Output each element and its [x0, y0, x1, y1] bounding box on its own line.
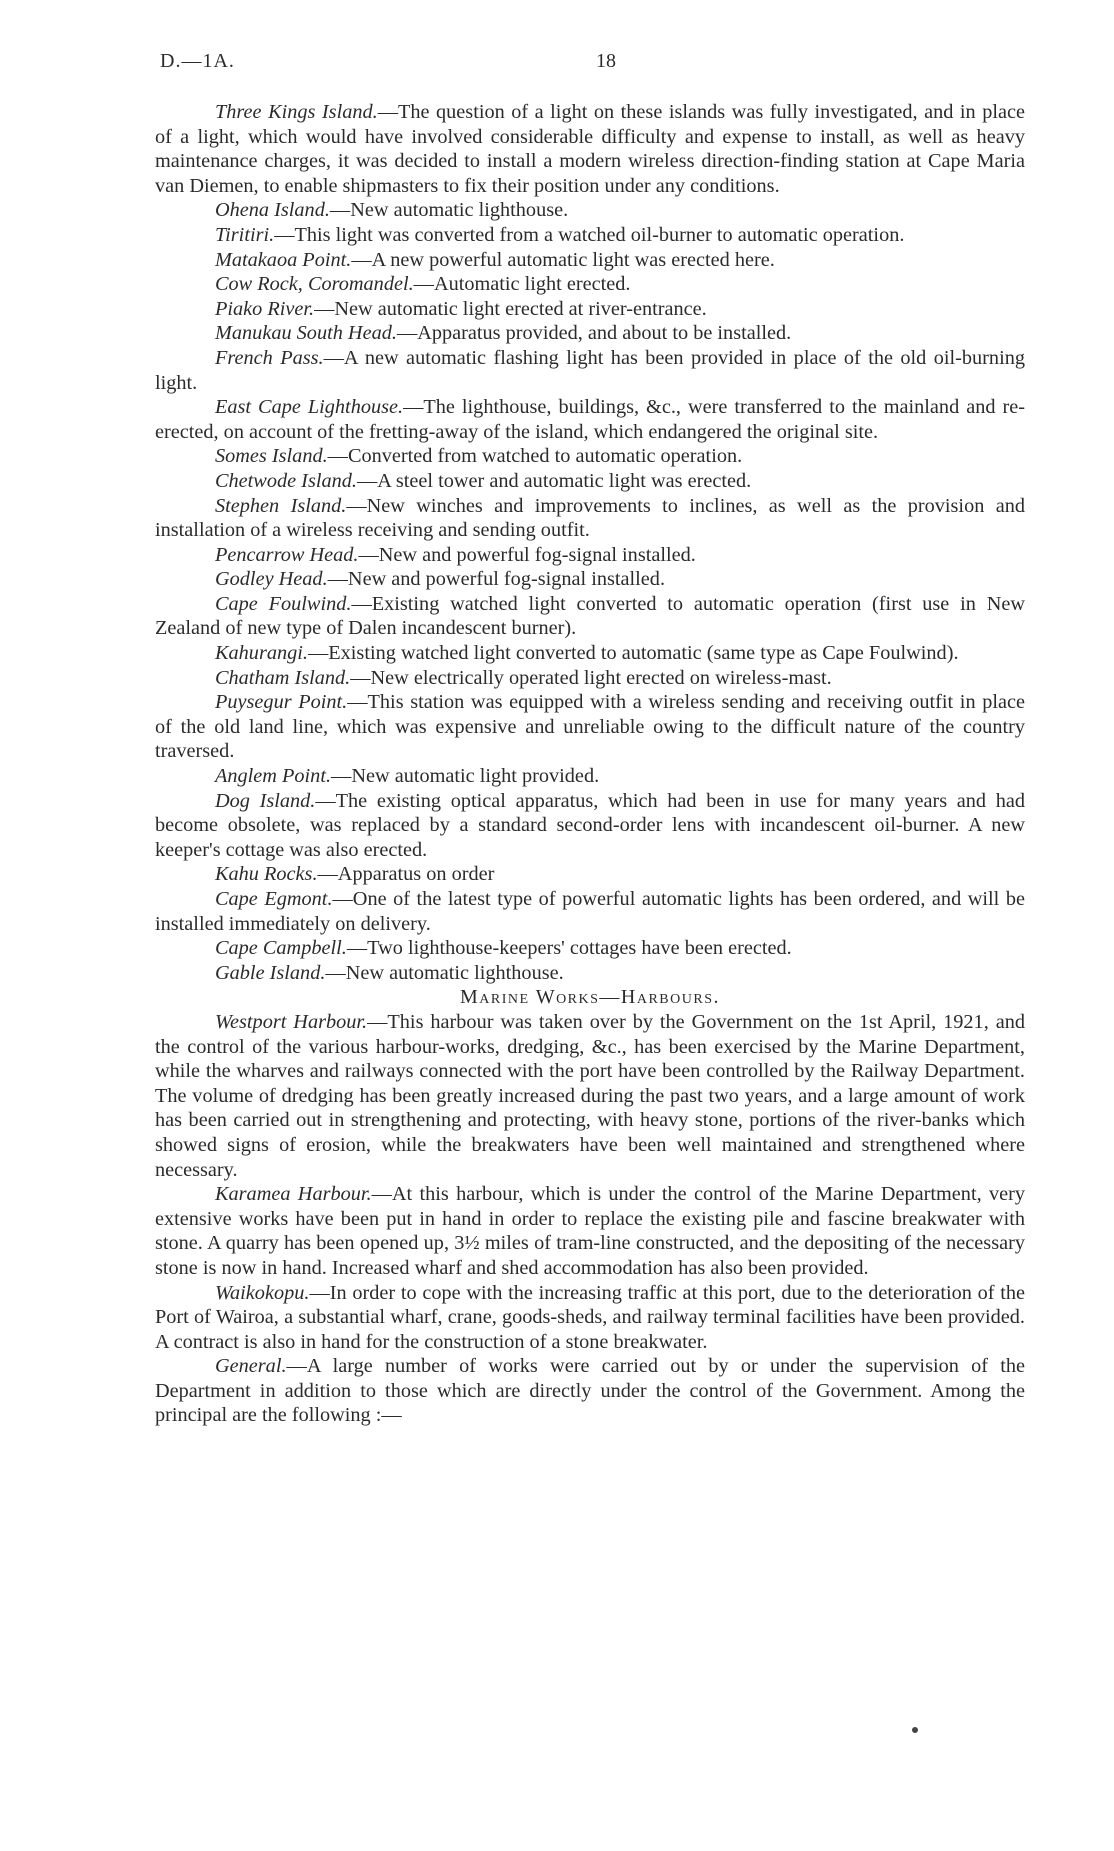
entry-title: Ohena Island.	[215, 199, 330, 222]
entry-title: Gable Island.	[215, 961, 326, 984]
entry-title: Karamea Harbour.	[215, 1183, 372, 1206]
entry-body: —This harbour was taken over by the Government on the 1st April, 1921, and the control of the various harbour-works, dredging, &c., has been exercised by the Marine Department, while the wharves and railways connected with the port have been controlled by the Railway Department. The volume of dredging has been greatly increased during the past two years, and a large amount of work has been carried out in strengthening and protecting, with heavy stone, portions of the river-banks which showed signs of erosion, while the breakwaters have been well maintained and strengthened where necessary.	[155, 1010, 1025, 1181]
entry-body: —One of the latest type of powerful automatic lights has been ordered, and will be installed immediately on delivery.	[155, 888, 1025, 935]
paragraph-cape-foulwind	[155, 592, 1025, 641]
paragraph-stephen	[155, 494, 1025, 543]
paragraph-karamea	[155, 1182, 1025, 1280]
entry-body: —The question of a light on these islands was fully investigated, and in place of a light, which would have involved considerable difficulty and expense to install, as well as heavy maintenance charges, it was decided to install a modern wireless direction-finding station at Cape Maria van Diemen, to enable shipmasters to fix their position under any conditions.	[155, 101, 1025, 197]
paragraph-manukau	[155, 321, 1025, 346]
entry-title: Waikokopu.	[215, 1281, 310, 1304]
paragraph-dog-island	[155, 789, 1025, 863]
entry-body: —This light was converted from a watched oil-burner to automatic operation.	[274, 223, 905, 246]
paragraph-westport	[155, 1010, 1025, 1182]
entry-title: Tiritiri.	[215, 223, 275, 246]
entry-title: Chetwode Island.	[215, 469, 357, 492]
paragraph-piako	[155, 297, 1025, 322]
entry-body: —New and powerful fog-signal installed.	[327, 568, 666, 591]
paragraph-anglem	[155, 764, 1025, 789]
paragraph-matakaoa	[155, 248, 1025, 273]
entry-title: Somes Island.	[215, 445, 328, 468]
entry-title: Pencarrow Head.	[215, 543, 359, 566]
paragraph-waikokopu	[155, 1281, 1025, 1355]
paragraph-chetwode	[155, 469, 1025, 494]
entry-title: General.	[215, 1355, 287, 1378]
entry-body: —New electrically operated light erected on wireless-mast.	[350, 666, 832, 689]
entry-title: Westport Harbour.	[215, 1010, 368, 1033]
entry-title: Kahu Rocks.	[215, 863, 318, 886]
entry-title: Anglem Point.	[215, 765, 332, 788]
entry-title: Cape Campbell.	[215, 937, 347, 960]
section-heading: Marine Works—Harbours.	[460, 986, 720, 1009]
paragraph-cow-rock	[155, 272, 1025, 297]
paragraph-tiritiri	[155, 223, 1025, 248]
entry-body: —A new automatic flashing light has been provided in place of the old oil-burning light.	[155, 346, 1025, 394]
paragraph-general	[155, 1354, 1025, 1428]
entry-title: East Cape Lighthouse.	[215, 396, 404, 419]
entry-body: —New automatic light erected at river-entrance.	[314, 297, 707, 320]
document-reference: D.—1A.	[160, 50, 235, 72]
entry-title: Cow Rock, Coromandel.	[215, 273, 414, 296]
entry-body: —New automatic lighthouse.	[329, 199, 569, 222]
entry-body: —Apparatus on order	[317, 863, 495, 886]
entry-title: Manukau South Head.	[215, 322, 397, 345]
entry-body: —In order to cope with the increasing traffic at this port, due to the deterioration of the Port of Wairoa, a substantial wharf, crane, goods-sheds, and railway terminal facilities have been provided. A contract is also in hand for the construction of a stone breakwater.	[155, 1281, 1025, 1353]
entry-title: Three Kings Island.	[215, 101, 378, 123]
paragraph-three-kings	[155, 100, 1025, 198]
body-text	[155, 100, 1025, 1428]
entry-title: French Pass.	[215, 346, 324, 369]
entry-body: —Existing watched light converted to automatic (same type as Cape Foulwind).	[307, 642, 959, 665]
entry-title: Cape Foulwind.	[215, 592, 352, 615]
paragraph-godley	[155, 567, 1025, 592]
entry-body: —New automatic light provided.	[331, 765, 600, 788]
paragraph-east-cape	[155, 395, 1025, 444]
entry-body: —The existing optical apparatus, which had been in use for many years and had become obsolete, was replaced by a standard second-order lens with incandescent oil-burner. A new keeper's cottage was also erected.	[155, 789, 1026, 861]
entry-body: —The lighthouse, buildings, &c., were transferred to the mainland and re-erected, on account of the fretting-away of the island, which endangered the original site.	[155, 396, 1026, 443]
entry-body: —Automatic light erected.	[413, 273, 631, 296]
entry-body: —A new powerful automatic light was erected here.	[351, 248, 775, 271]
entry-body: —New automatic lighthouse.	[325, 961, 564, 984]
paragraph-chatham	[155, 666, 1025, 691]
page-number: 18	[596, 50, 616, 72]
paragraph-ohena	[155, 198, 1025, 223]
entry-title: Stephen Island.	[215, 494, 347, 517]
page-speck	[912, 1727, 918, 1733]
paragraph-french-pass	[155, 346, 1025, 395]
entry-title: Piako River.	[215, 297, 315, 320]
paragraph-gable-island	[155, 961, 1025, 986]
entry-title: Kahurangi.	[215, 642, 308, 665]
paragraph-somes	[155, 444, 1025, 469]
paragraph-kahurangi	[155, 641, 1025, 666]
paragraph-kahu-rocks	[155, 862, 1025, 887]
entry-body: —Apparatus provided, and about to be installed.	[396, 322, 792, 345]
entry-body: —At this harbour, which is under the control of the Marine Department, very extensive works have been put in hand in order to replace the existing pile and fascine breakwater with stone. A quarry has been opened up, 3½ miles of tram-line constructed, and the depositing of the necessary stone is now in hand. Increased wharf and shed accommodation has also been provided.	[155, 1183, 1025, 1279]
entry-body: —Existing watched light converted to automatic operation (first use in New Zealand of new type of Dalen incandescent burner).	[155, 592, 1026, 640]
paragraph-cape-egmont	[155, 887, 1025, 936]
entry-body: —Converted from watched to automatic operation.	[327, 445, 743, 468]
entry-title: Godley Head.	[215, 568, 328, 591]
entry-body: —New and powerful fog-signal installed.	[358, 543, 696, 566]
entry-body: —Two lighthouse-keepers' cottages have been erected.	[346, 937, 792, 960]
entry-title: Cape Egmont.	[215, 888, 333, 910]
paragraph-puysegur	[155, 690, 1025, 764]
entry-title: Chatham Island.	[215, 666, 351, 689]
entry-body: —A steel tower and automatic light was erected.	[356, 469, 752, 492]
entry-title: Matakaoa Point.	[215, 248, 352, 271]
entry-title: Puysegur Point.	[215, 691, 348, 714]
entry-body: —A large number of works were carried out by or under the supervision of the Department in addition to those which are directly under the control of the Government. Among the principal are the following :—	[155, 1355, 1025, 1427]
entry-title: Dog Island.	[215, 789, 316, 812]
entry-body: —New winches and improvements to inclines, as well as the provision and installation of a wireless receiving and sending outfit.	[155, 494, 1025, 542]
paragraph-cape-campbell	[155, 936, 1025, 961]
paragraph-pencarrow	[155, 543, 1025, 568]
entry-body: —This station was equipped with a wireless sending and receiving outfit in place of the old land line, which was expensive and unreliable owing to the difficult nature of the country traversed.	[155, 691, 1025, 763]
